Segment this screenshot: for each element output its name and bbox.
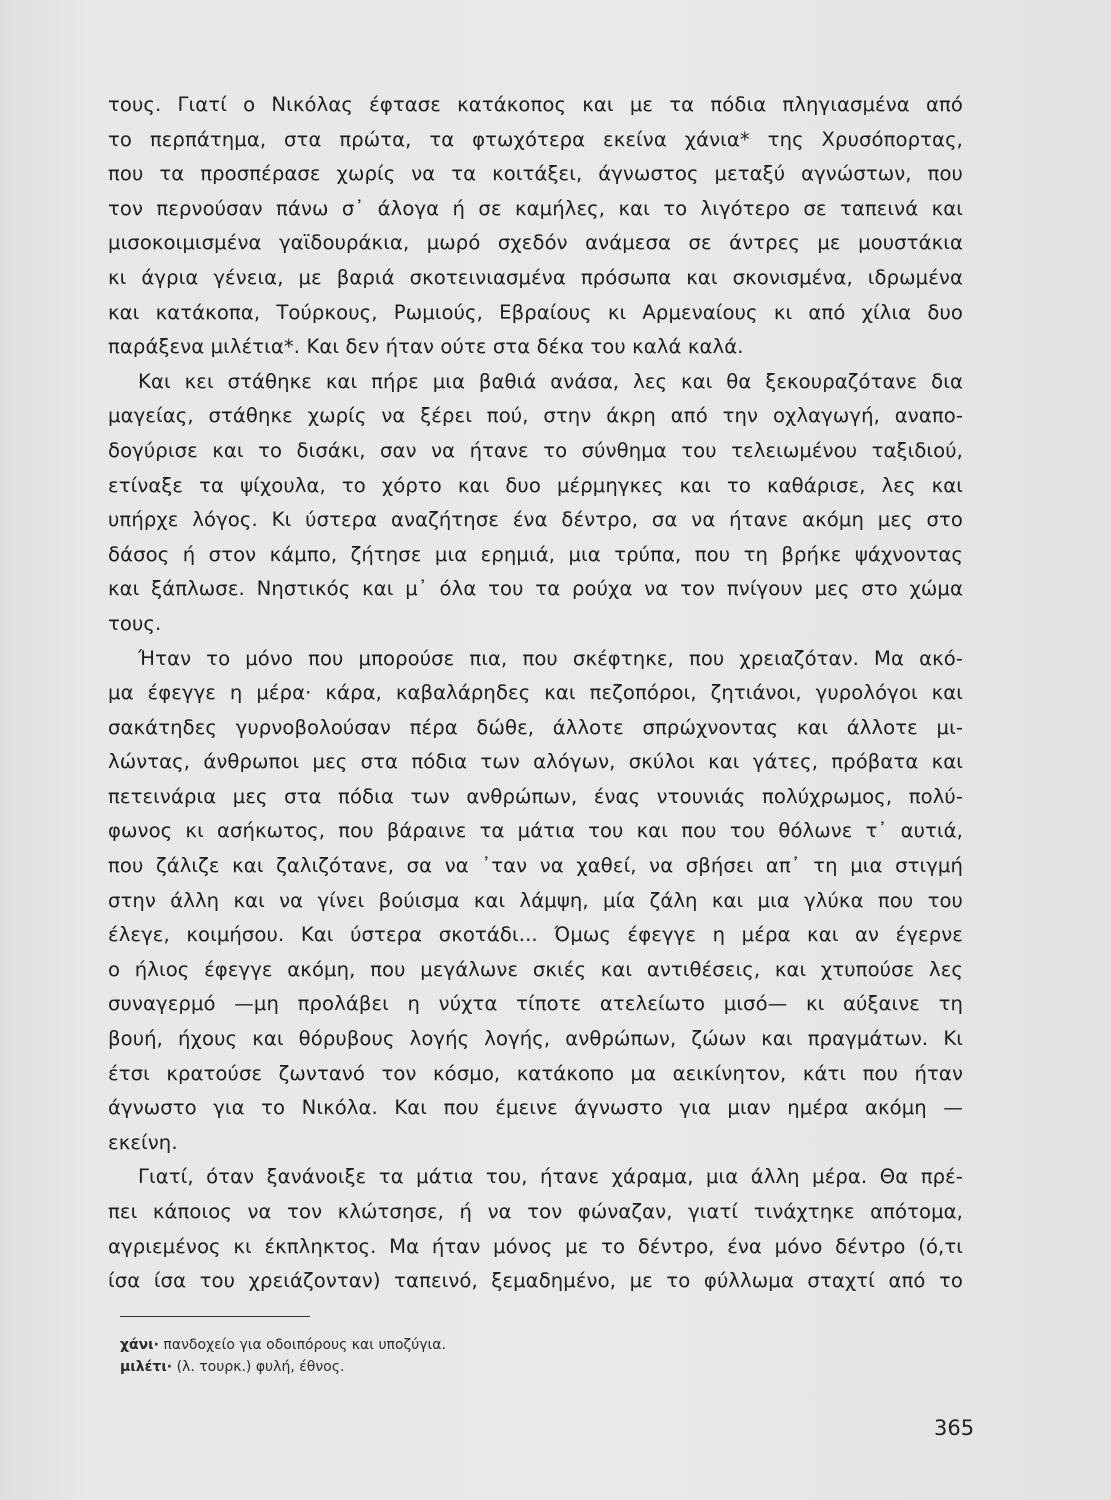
footnote-divider <box>120 1316 310 1317</box>
text-line: πει κάποιος να τον κλώτσησε, ή να τον φώναζαν, γιατί τινάχτηκε απότομα, <box>108 1200 963 1223</box>
text-line: υπήρχε λόγος. Κι ύστερα αναζήτησε ένα δέντρο, σα να ήτανε ακόμη μες στο <box>108 508 963 532</box>
text-line: σακάτηδες γυρνοβολούσαν πέρα δώθε, άλλοτε σπρώχνοντας και άλλοτε μι- <box>108 715 963 739</box>
text-line: συναγερμό —μη προλάβει η νύχτα τίποτε ατελείωτο μισό— κι αύξαινε τη <box>108 992 963 1016</box>
text-line: άγνωστο για το Νικόλα. Και που έμεινε άγνωστο για μιαν ημέρα ακόμη — <box>108 1096 963 1120</box>
text-line: τον περνούσαν πάνω σ᾽ άλογα ή σε καμήλες, και το λιγότερο σε ταπεινά και <box>108 196 963 220</box>
text-line: δάσος ή στον κάμπο, ζήτησε μια ερημιά, μια τρύπα, που τη βρήκε ψάχνοντας <box>108 542 963 566</box>
footnotes <box>120 1334 820 1378</box>
text-line: αγριεμένος κι έκπληκτος. Μα ήταν μόνος με το δέντρο, ένα μόνο δέντρο (ό,τι <box>108 1234 963 1258</box>
footnote-term: μιλέτι· <box>120 1359 173 1375</box>
text-line: έλεγε, κοιμήσου. Και ύστερα σκοτάδι... Όμως έφεγγε η μέρα και αν έγερνε <box>108 923 963 947</box>
text-line: πετεινάρια μες στα πόδια των ανθρώπων, ένας ντουνιάς πολύχρωμος, πολύ- <box>108 784 963 808</box>
text-line: που ζάλιζε και ζαλιζότανε, σα να ᾽ταν να χαθεί, να σβήσει απ᾽ τη μια στιγμή <box>108 854 963 878</box>
text-line: φωνος κι ασήκωτος, που βάραινε τα μάτια του και που του θόλωνε τ᾽ αυτιά, <box>108 819 963 843</box>
paragraph-2 <box>108 365 963 642</box>
text-line: έτσι κρατούσε ζωντανό τον κόσμο, κατάκοπο μα αεικίνητον, κάτι που ήταν <box>108 1061 963 1085</box>
text-line: ίσα ίσα του χρειάζονταν) ταπεινό, ξεμαδημένο, με το φύλλωμα σταχτί από το <box>108 1269 963 1293</box>
text-line: εκείνη. <box>108 1130 178 1154</box>
paragraph-1 <box>108 88 963 365</box>
text-line: Γιατί, όταν ξανάνοιξε τα μάτια του, ήτανε χάραμα, μια άλλη μέρα. Θα πρέ- <box>138 1165 963 1189</box>
text-line: που τα προσπέρασε χωρίς να τα κοιτάξει, άγνωστος μεταξύ αγνώστων, που <box>108 162 963 186</box>
text-line: και ξάπλωσε. Νηστικός και μ᾽ όλα του τα ρούχα να τον πνίγουν μες στο χώμα <box>108 577 963 601</box>
footnote-term: χάνι· <box>120 1337 159 1353</box>
text-line: δογύρισε και το δισάκι, σαν να ήτανε το σύνθημα του τελειωμένου ταξιδιού, <box>108 438 963 462</box>
page-number: 365 <box>934 1416 975 1440</box>
text-line: βουή, ήχους και θόρυβους λογής λογής, ανθρώπων, ζώων και πραγμάτων. Κι <box>108 1027 963 1051</box>
text-line: τους. Γιατί ο Νικόλας έφτασε κατάκοπος και με τα πόδια πληγιασμένα από <box>108 93 963 116</box>
text-line: και κατάκοπα, Τούρκους, Ρωμιούς, Εβραίους κι Αρμεναίους κι από χίλια δυο <box>108 300 963 324</box>
text-line: τους. <box>108 611 162 635</box>
main-text <box>108 88 963 1299</box>
text-line: παράξενα μιλέτια*. Και δεν ήταν ούτε στα δέκα του καλά καλά. <box>108 335 744 359</box>
text-line: ετίναξε τα ψίχουλα, το χόρτο και δυο μέρμηγκες και το καθάρισε, λες και <box>108 473 963 497</box>
text-line: το περπάτημα, στα πρώτα, τα φτωχότερα εκείνα χάνια* της Χρυσόπορτας, <box>108 127 963 151</box>
paragraph-3 <box>108 642 963 1161</box>
text-line: Ήταν το μόνο που μπορούσε πια, που σκέφτηκε, που χρειαζόταν. Μα ακό- <box>138 646 963 670</box>
text-line: μα έφεγγε η μέρα· κάρα, καβαλάρηδες και πεζοπόροι, ζητιάνοι, γυρολόγοι και <box>108 681 963 705</box>
text-line: Και κει στάθηκε και πήρε μια βαθιά ανάσα, λες και θα ξεκουραζότανε δια <box>138 369 963 393</box>
text-line: στην άλλη και να γίνει βούισμα και λάμψη, μία ζάλη και μια γλύκα που του <box>108 888 963 912</box>
text-line: λώντας, άνθρωποι μες στα πόδια των αλόγων, σκύλοι και γάτες, πρόβατα και <box>108 750 963 774</box>
footnote-item <box>120 1356 820 1378</box>
paragraph-4 <box>108 1160 963 1298</box>
footnote-item <box>120 1334 820 1356</box>
text-line: μισοκοιμισμένα γαϊδουράκια, μωρό σχεδόν ανάμεσα σε άντρες με μουστάκια <box>108 231 963 255</box>
text-line: ο ήλιος έφεγγε ακόμη, που μεγάλωνε σκιές και αντιθέσεις, και χτυπούσε λες <box>108 957 963 981</box>
text-line: μαγείας, στάθηκε χωρίς να ξέρει πού, στην άκρη από την οχλαγωγή, αναπο- <box>108 404 963 428</box>
footnote-definition: (λ. τουρκ.) φυλή, έθνος. <box>176 1359 345 1375</box>
text-line: κι άγρια γένεια, με βαριά σκοτεινιασμένα πρόσωπα και σκονισμένα, ιδρωμένα <box>108 265 963 289</box>
footnote-definition: πανδοχείο για οδοιπόρους και υποζύγια. <box>163 1337 446 1353</box>
